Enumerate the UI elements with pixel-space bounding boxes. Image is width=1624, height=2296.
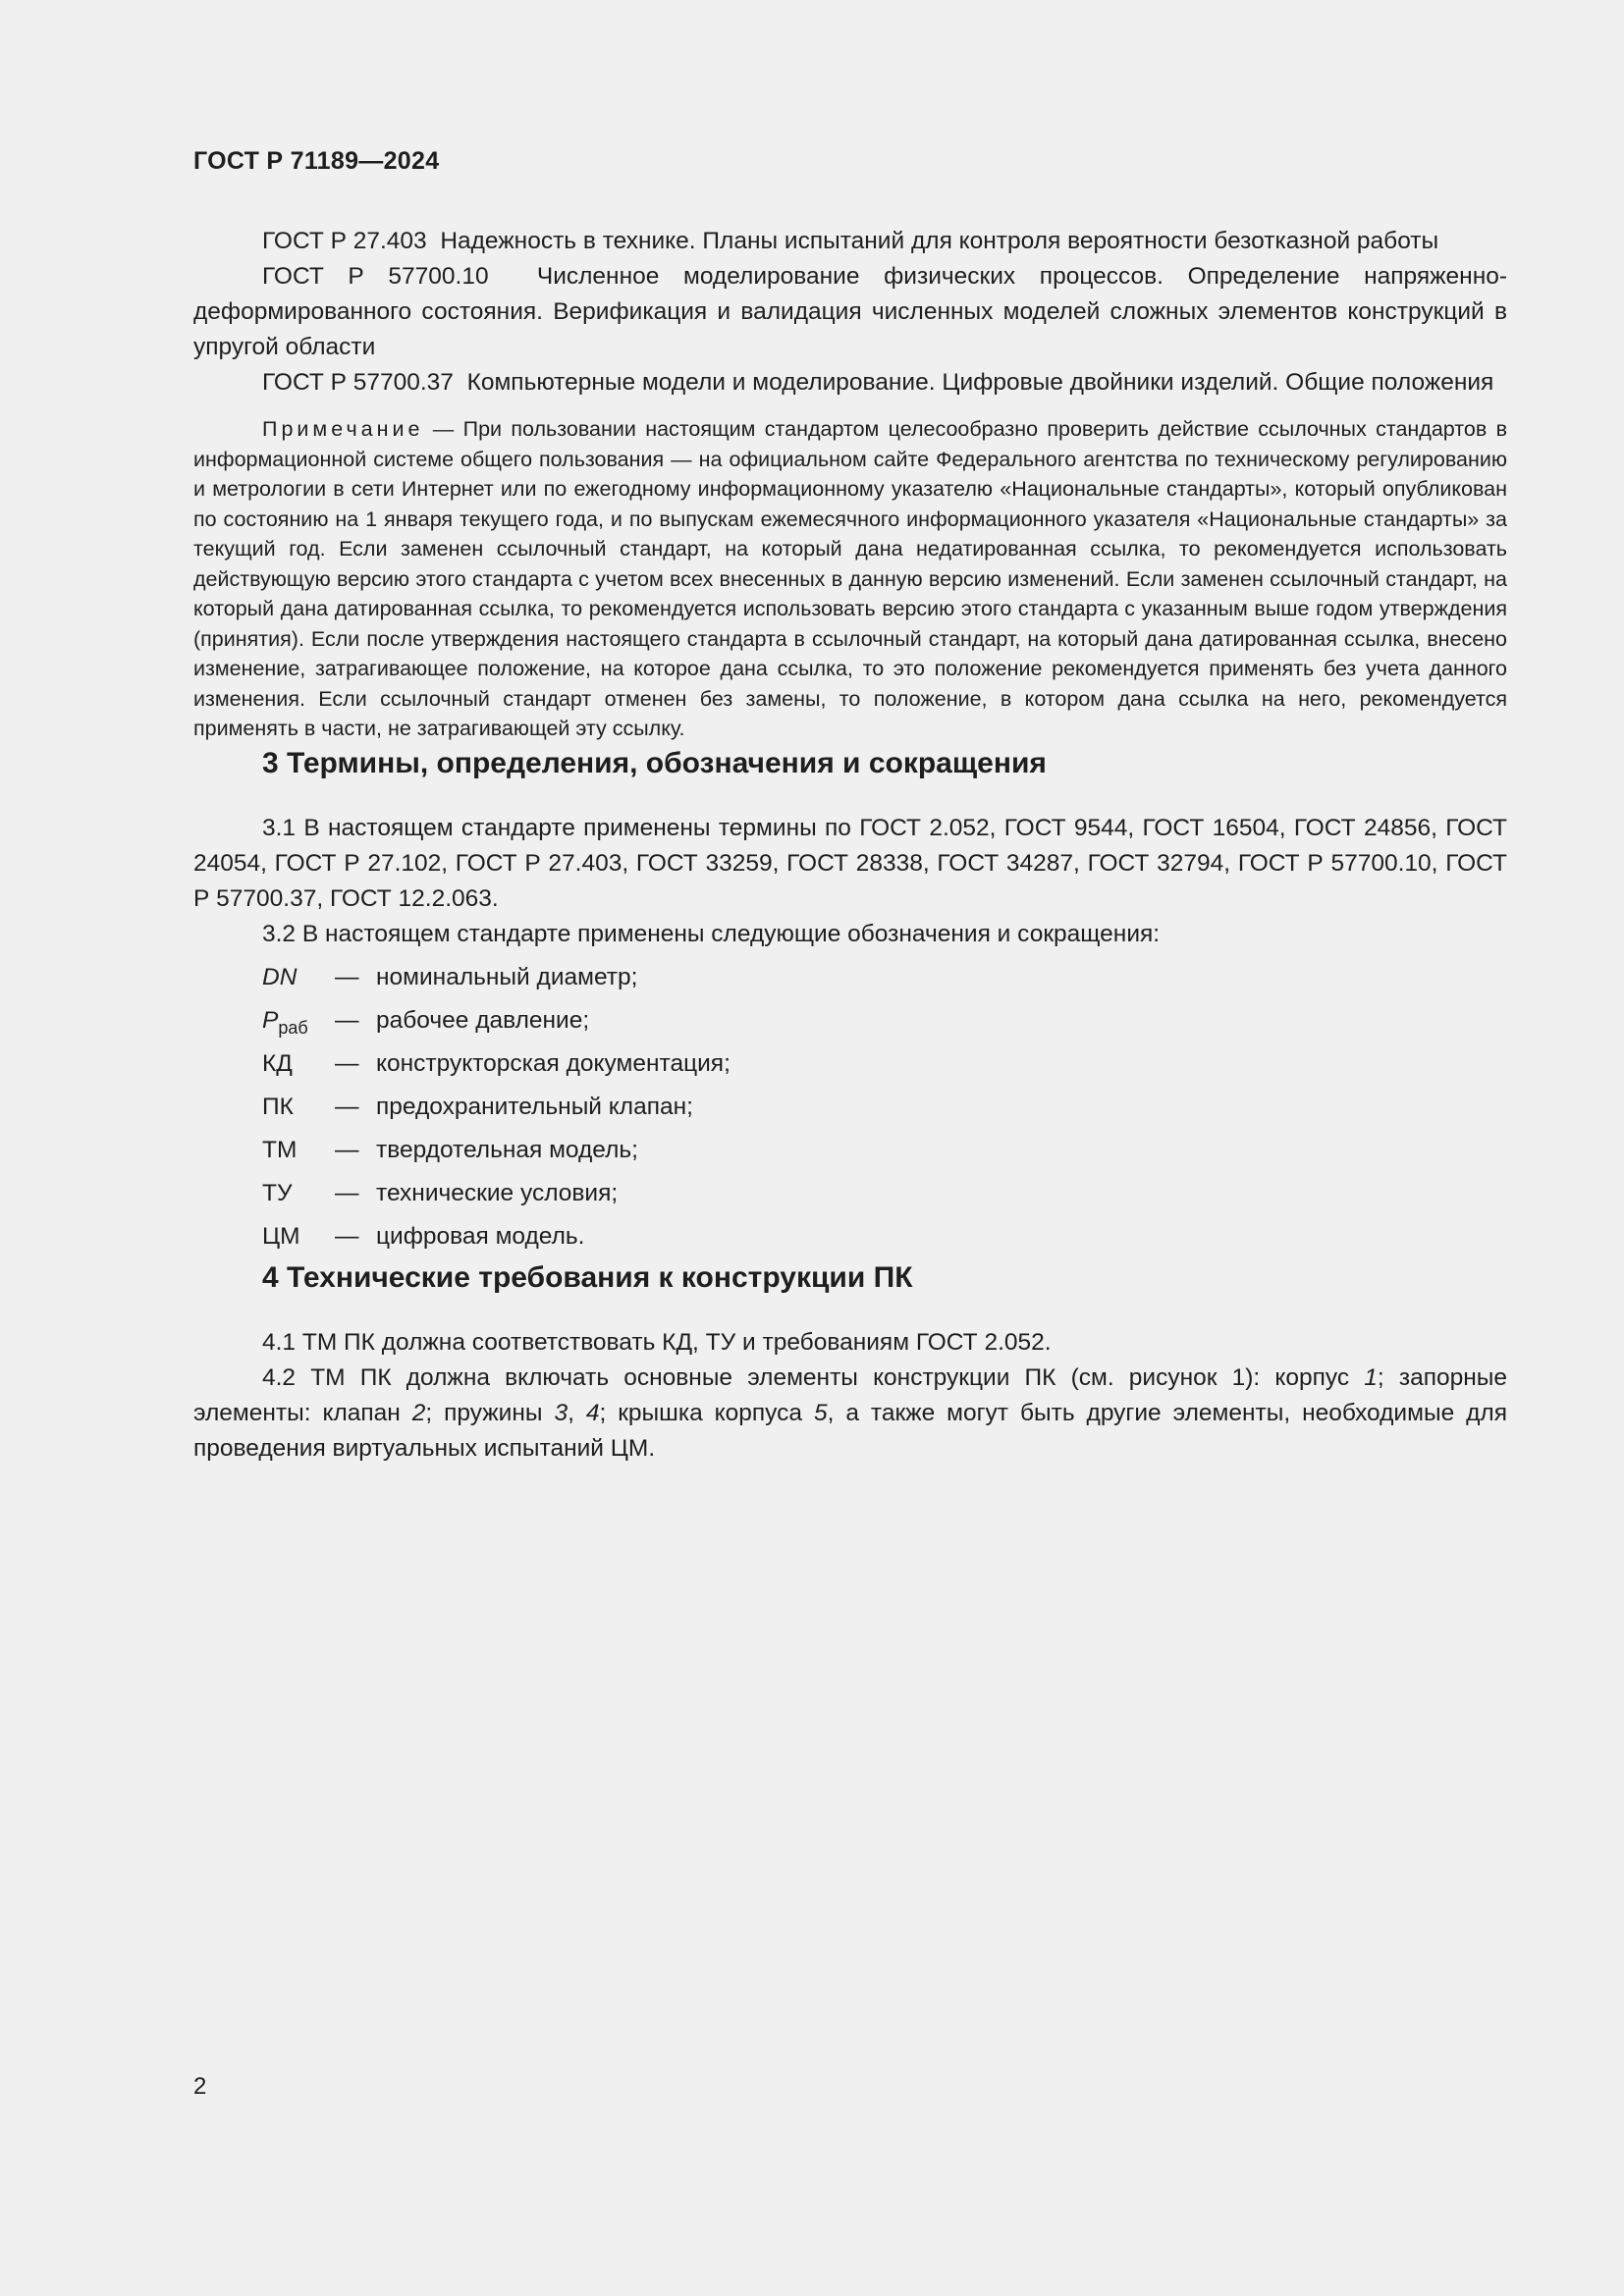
clause-text: 4.2 ТМ ПК должна включать основные элементы конструкции ПК (см. рисунок 1): корпус — [262, 1363, 1365, 1391]
term-text: P — [262, 1006, 279, 1034]
abbreviation-item — [262, 1215, 1507, 1258]
abbreviation-item — [262, 1042, 1507, 1086]
figure-callout-number: 1 — [1364, 1363, 1378, 1391]
abbreviation-definition: технические условия; — [376, 1179, 619, 1206]
abbreviation-term: ЦМ — [262, 1222, 300, 1250]
clause-text: ; запорные элементы: клапан — [193, 1363, 1507, 1426]
figure-callout-number: 3 — [554, 1399, 568, 1426]
note-lead: Примечание — [262, 417, 424, 441]
section-4-heading: 4 Технические требования к конструкции ПК — [262, 1260, 913, 1294]
section-3-heading: 3 Термины, определения, обозначения и сокращения — [262, 746, 1047, 779]
reference-item — [193, 365, 1507, 400]
clause-text: , а также могут быть другие элементы, необходимые для проведения виртуальных испытаний ЦМ. — [193, 1399, 1507, 1462]
abbreviation-dash: — — [335, 963, 359, 990]
figure-callout-number: 4 — [585, 1399, 600, 1426]
abbreviation-item — [262, 1172, 1507, 1215]
reference-title: Численное моделирование физических процессов. Определение напряженно-деформированного состояния. Верификация и валидация численных моделей сложных элементов конструкций в упругой области — [193, 263, 1508, 360]
abbreviation-item — [262, 1086, 1507, 1129]
abbreviation-dash: — — [335, 1136, 359, 1163]
clause-4-2 — [193, 1361, 1507, 1467]
page-number: 2 — [193, 2073, 207, 2100]
abbreviation-term: КД — [262, 1049, 293, 1077]
figure-callout-number: 2 — [411, 1399, 426, 1426]
note-paragraph — [193, 414, 1507, 744]
normative-references-list — [193, 224, 1507, 400]
abbreviation-term: ПК — [262, 1093, 294, 1120]
clause-4-1: 4.1 ТМ ПК должна соответствовать КД, ТУ и требованиям ГОСТ 2.052. — [262, 1328, 1052, 1356]
clause-text: ; пружины — [425, 1399, 555, 1426]
abbreviation-definition: рабочее давление; — [376, 1006, 590, 1034]
reference-title: Компьютерные модели и моделирование. Цифровые двойники изделий. Общие положения — [466, 369, 1494, 396]
abbreviation-definition: цифровая модель. — [376, 1222, 585, 1250]
abbreviation-dash: — — [335, 1049, 359, 1077]
reference-title: Надежность в технике. Планы испытаний для контроля вероятности безотказной работы — [440, 228, 1439, 254]
abbreviation-item — [262, 1129, 1507, 1172]
abbreviation-term: ТМ — [262, 1136, 298, 1163]
abbreviation-item — [262, 956, 1507, 999]
document-code-header: ГОСТ Р 71189—2024 — [193, 147, 440, 175]
abbreviation-term — [262, 999, 335, 1042]
section-4-body — [193, 1325, 1507, 1467]
term-text: DN — [262, 963, 298, 990]
abbreviation-dash: — — [335, 1093, 359, 1120]
abbreviation-definition: конструкторская документация; — [376, 1049, 731, 1077]
abbreviation-definition: номинальный диаметр; — [376, 963, 638, 990]
abbreviation-dash: — — [335, 1006, 359, 1034]
reference-code: ГОСТ Р 57700.37 — [262, 369, 454, 396]
abbreviation-dash: — — [335, 1222, 359, 1250]
reference-item — [193, 224, 1507, 259]
abbreviation-item — [262, 999, 1507, 1042]
abbreviation-definition: предохранительный клапан; — [376, 1093, 693, 1120]
clause-3-1: 3.1 В настоящем стандарте применены термины по ГОСТ 2.052, ГОСТ 9544, ГОСТ 16504, ГОСТ 24856, ГОСТ 24054, ГОСТ Р 27.102, ГОСТ Р 27.403, ГОСТ 33259, ГОСТ 28338, ГОСТ 34287, ГОСТ 32794, ГОСТ Р 57700.10, ГОСТ Р 57700.37, ГОСТ 12.2.063. — [193, 814, 1507, 912]
reference-code: ГОСТ Р 57700.10 — [262, 263, 489, 290]
abbreviation-dash: — — [335, 1179, 359, 1206]
abbreviations-list — [262, 956, 1507, 1258]
reference-item — [193, 259, 1507, 365]
note-text: — При пользовании настоящим стандартом целесообразно проверить действие ссылочных стандартов в информационной системе общего пользования — на официальном сайте Федерального агентства по техническому регулированию и метрологии в сети Интернет или по ежегодному информационному указателю «Национальные стандарты», который опубликован по состоянию на 1 января текущего года, и по выпускам ежемесячного информационного указателя «Национальные стандарты» за текущий год. Если заменен ссылочный стандарт, на который дана недатированная ссылка, то рекомендуется использовать действующую версию этого стандарта с учетом всех внесенных в данную версию изменений. Если заменен ссылочный стандарт, на который дана датированная ссылка, то рекомендуется использовать версию этого стандарта с указанным выше годом утверждения (принятия). Если после утверждения настоящего стандарта в ссылочный стандарт, на который дана датированная ссылка, внесено изменение, затрагивающее положение, на которое дана ссылка, то это положение рекомендуется применять без учета данного изменения. Если ссылочный стандарт отменен без замены, то положение, в котором дана ссылка на него, рекомендуется применять в части, не затрагивающей эту ссылку. — [193, 417, 1507, 740]
clause-3-2: 3.2 В настоящем стандарте применены следующие обозначения и сокращения: — [262, 920, 1161, 947]
clause-text: ; крышка корпуса — [599, 1399, 814, 1426]
abbreviation-definition: твердотельная модель; — [376, 1136, 638, 1163]
reference-code: ГОСТ Р 27.403 — [262, 228, 427, 254]
clause-text: , — [568, 1399, 586, 1426]
abbreviation-term — [262, 956, 335, 999]
term-subscript: раб — [278, 1017, 308, 1038]
figure-callout-number: 5 — [813, 1399, 828, 1426]
section-3-body — [193, 811, 1507, 1258]
abbreviation-term: ТУ — [262, 1179, 293, 1206]
page-content — [193, 224, 1507, 1467]
